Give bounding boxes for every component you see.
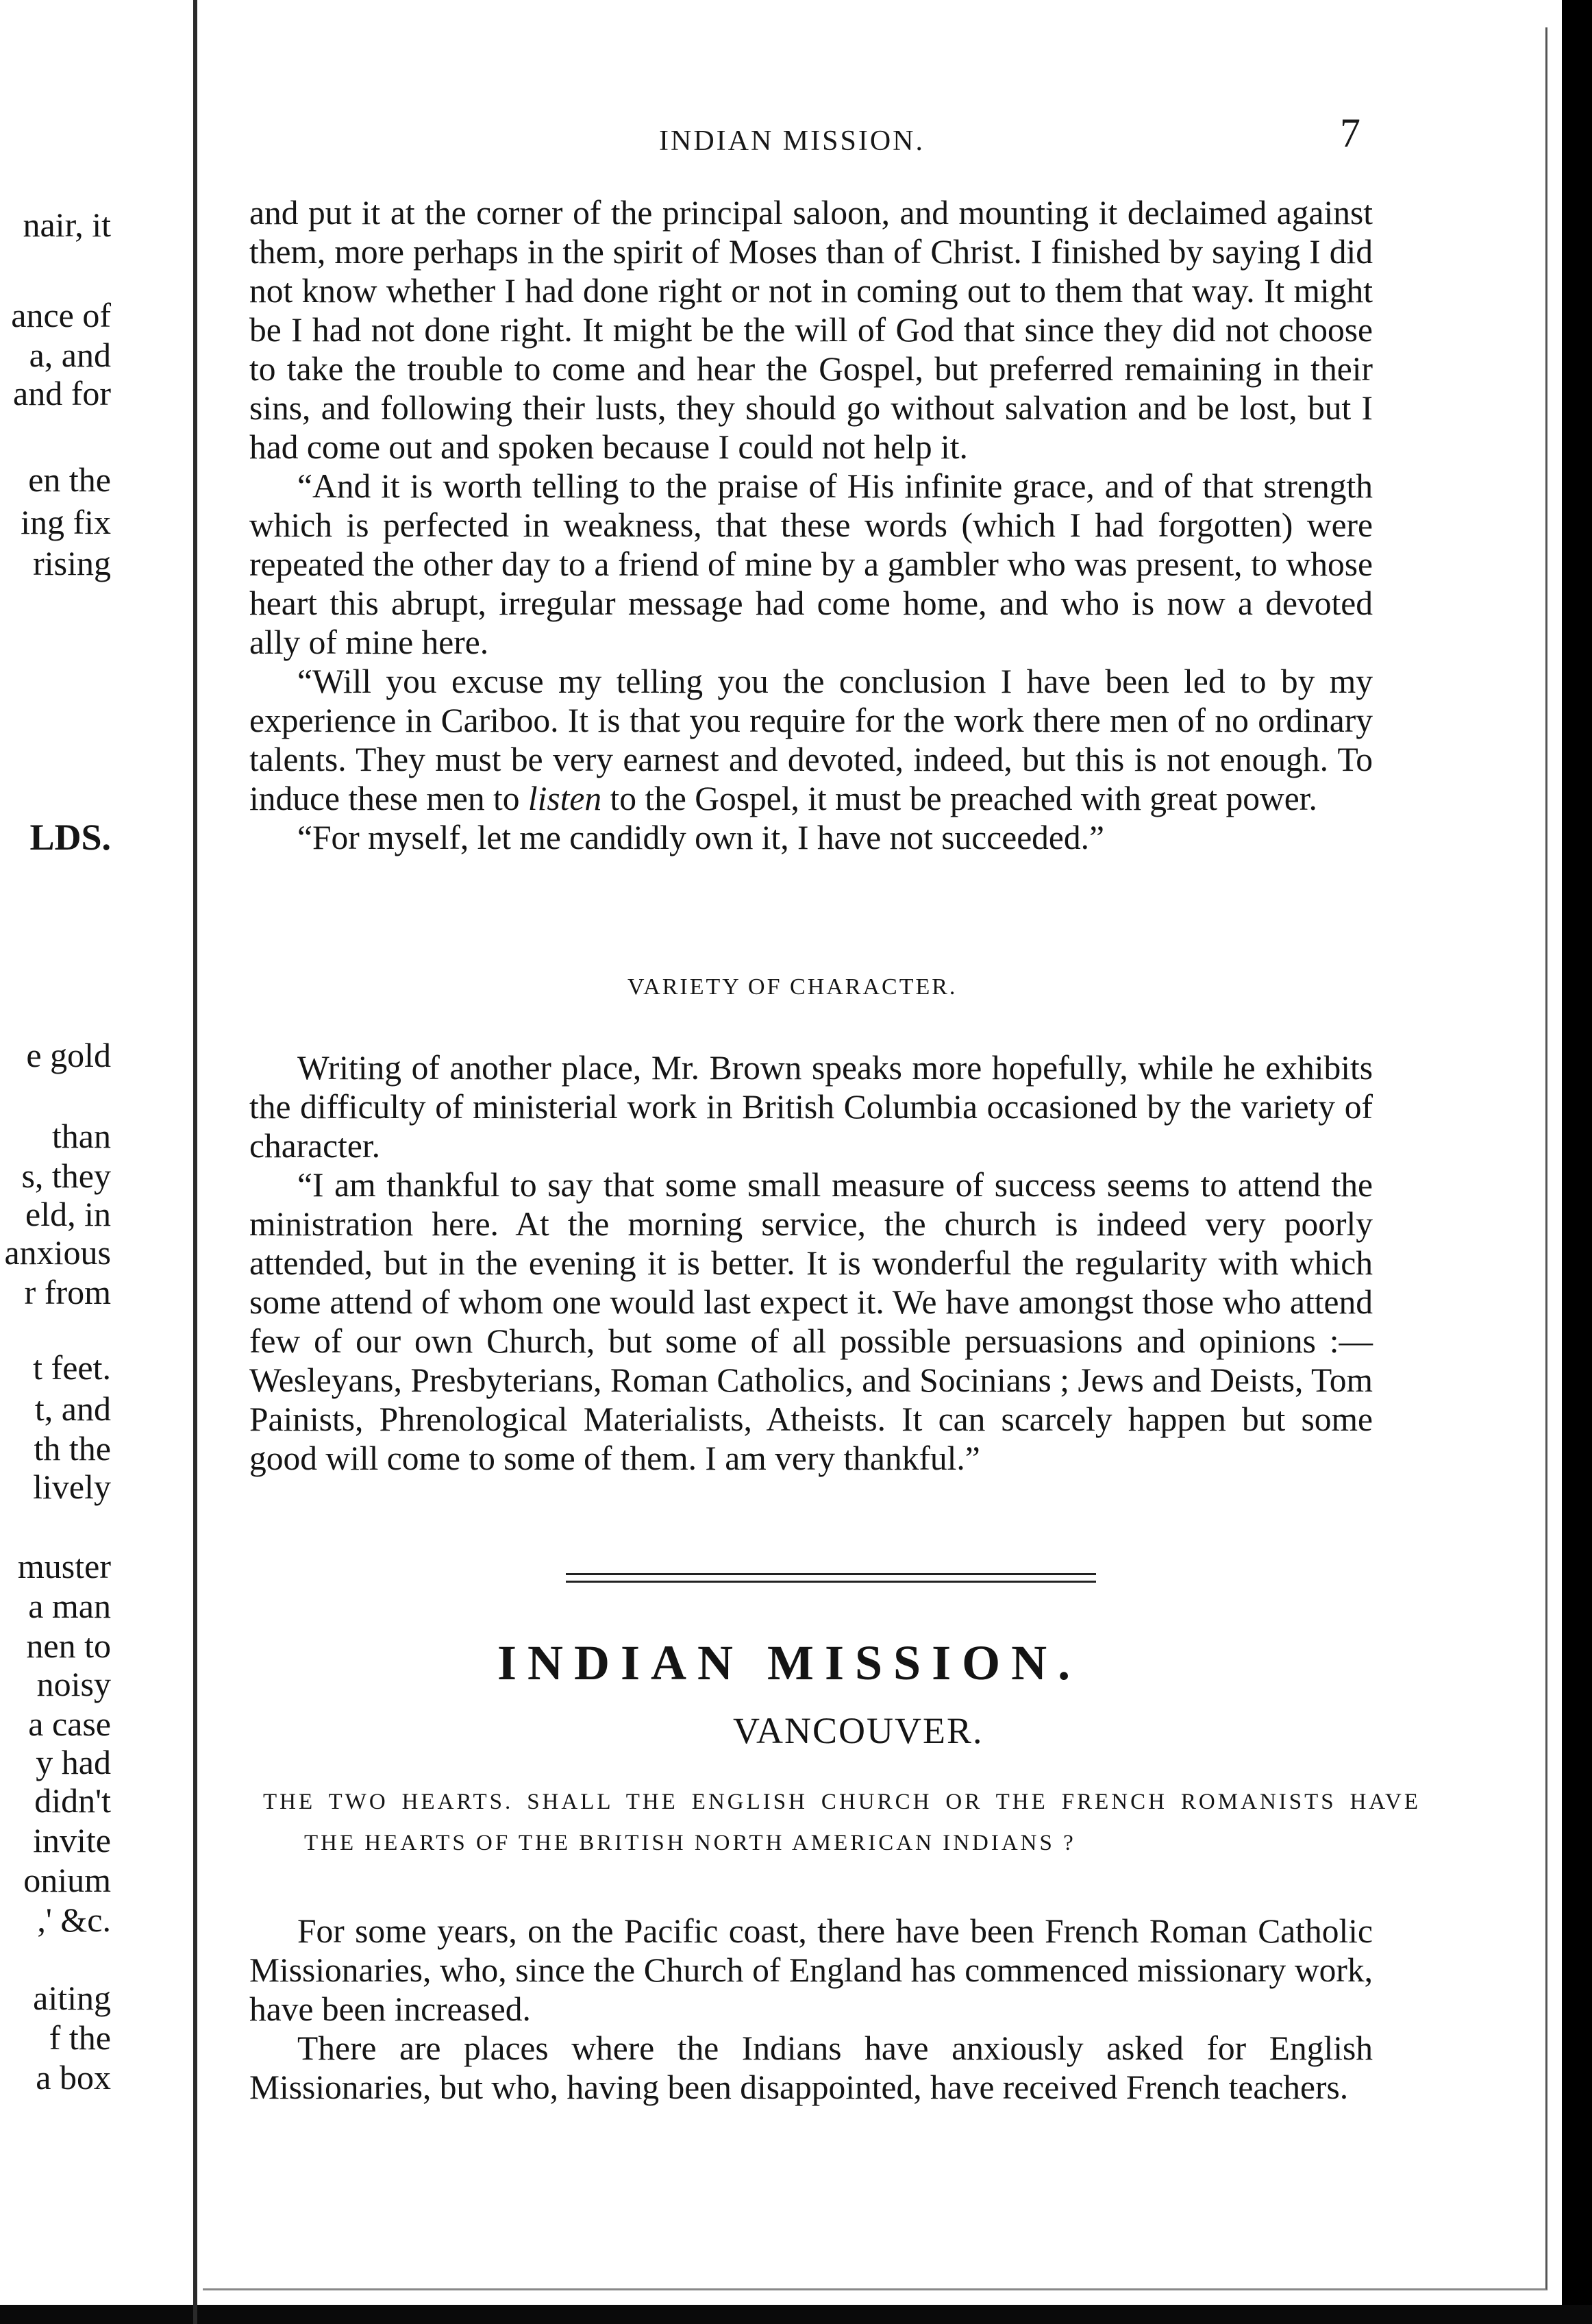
section-heading-variety: VARIETY OF CHARACTER.: [627, 974, 958, 1000]
fragment-line: didn't: [34, 1781, 111, 1820]
text-block-mission: [249, 1912, 1373, 2107]
fragment-line: t, and: [34, 1389, 111, 1428]
article-heading: THE TWO HEARTS. SHALL THE ENGLISH CHURCH OR THE FRENCH ROMANISTS HAVE THE HEARTS OF THE BRITISH NORTH AMERICAN INDIANS ?: [263, 1790, 1421, 1855]
fragment-line: y had: [36, 1743, 111, 1781]
italic-word: listen: [527, 780, 602, 817]
fragment-line: r from: [24, 1273, 111, 1311]
paragraph: Writing of another place, Mr. Brown speaks more hopefully, while he exhibits the difficulty of ministerial work in British Columbia occasioned by the variety of character.: [249, 1049, 1373, 1165]
page-gutter: [193, 0, 197, 2324]
fragment-line: a man: [28, 1587, 111, 1625]
text-block-saloon: [249, 193, 1373, 857]
fragment-line: ing fix: [21, 503, 111, 541]
double-rule-divider: [566, 1573, 1096, 1583]
paragraph: “For myself, let me candidly own it, I have not succeeded.”: [297, 819, 1104, 856]
fragment-line: t feet.: [33, 1348, 111, 1387]
scan-border-bottom: [0, 2305, 1592, 2324]
fragment-line: nen to: [26, 1627, 111, 1665]
fragment-line: a box: [36, 2058, 111, 2097]
fragment-line: than: [51, 1117, 111, 1155]
facing-page-fragments: [0, 0, 116, 2324]
paragraph: “I am thankful to say that some small measure of success seems to attend the ministration here. At the morning service, the church is indeed very poorly attended, but in the evening it is better. It is wonderful the regularity with which some attend of whom one would last expect it. We have amongst those who attend few of our own Church, but some of all possible persuasions and opinions :—Wesleyans, Presbyterians, Roman Catholics, and Socinians ; Jews and Deists, Tom Painists, Phrenological Materialists, Atheists. It can scarcely happen but some good will come to some of them. I am very thankful.”: [249, 1166, 1373, 1477]
article-title: INDIAN MISSION.: [497, 1635, 1082, 1690]
fragment-line: f the: [49, 2018, 111, 2057]
fragment-line: onium: [23, 1861, 111, 1899]
fragment-heading: LDS.: [29, 817, 111, 858]
fragment-line: th the: [34, 1429, 111, 1468]
scan-border-right: [1562, 0, 1592, 2324]
fragment-line: invite: [33, 1821, 111, 1859]
fragment-line: ance of: [11, 296, 111, 334]
fragment-line: a case: [28, 1705, 111, 1743]
fragment-line: rising: [33, 544, 111, 582]
fragment-line: lively: [33, 1468, 111, 1506]
fragment-line: e gold: [26, 1036, 111, 1074]
paragraph-text: “Will you excuse my telling you the conclusion I have been led to by my experience in Cariboo. It is that you require for the work there men of no ordinary talents. They must be very earnest and devoted, indeed, but this is not enough. To induce these men to: [249, 663, 1373, 817]
running-head: INDIAN MISSION.: [659, 125, 925, 157]
fragment-line: eld, in: [25, 1195, 111, 1233]
paragraph-text: to the Gospel, it must be preached with great power.: [601, 780, 1317, 817]
fragment-line: and for: [13, 374, 111, 412]
fragment-line: aiting: [33, 1979, 111, 2017]
fragment-line: nair, it: [23, 206, 111, 244]
fragment-line: anxious: [4, 1233, 111, 1272]
fragment-line: muster: [17, 1547, 111, 1585]
fragment-line: a, and: [29, 336, 111, 374]
fragment-line: s, they: [21, 1157, 111, 1195]
paragraph: For some years, on the Pacific coast, there have been French Roman Catholic Missionaries, who, since the Church of England has commenced missionary work, have been increased.: [249, 1912, 1373, 2028]
text-block-variety: [249, 1048, 1373, 1478]
page-number: 7: [1340, 110, 1360, 156]
paragraph: and put it at the corner of the principal saloon, and mounting it declaimed against them, more perhaps in the spirit of Moses than of Christ. I finished by saying I did not know whether I had done right or not in coming out to them that way. It might be I had not done right. It might be the will of God that since they did not choose to take the trouble to come and hear the Gospel, but preferred remaining in their sins, and following their lusts, they should go without salvation and be lost, but I had come out and spoken because I could not help it.: [249, 194, 1373, 466]
fragment-line: en the: [28, 460, 111, 499]
paragraph: [249, 662, 1373, 818]
fragment-line: ,' &c.: [37, 1901, 111, 1939]
fragment-line: noisy: [36, 1665, 111, 1703]
article-subtitle: VANCOUVER.: [733, 1710, 984, 1751]
paragraph: “And it is worth telling to the praise of His infinite grace, and of that strength which is perfected in weakness, that these words (which I had forgotten) were repeated the other day to a friend of mine by a gambler who was present, to whose heart this abrupt, irregular message had come home, and who is now a devoted ally of mine here.: [249, 467, 1373, 661]
paragraph: There are places where the Indians have anxiously asked for English Missionaries, but who, having been disappointed, have received French teachers.: [249, 2029, 1373, 2106]
